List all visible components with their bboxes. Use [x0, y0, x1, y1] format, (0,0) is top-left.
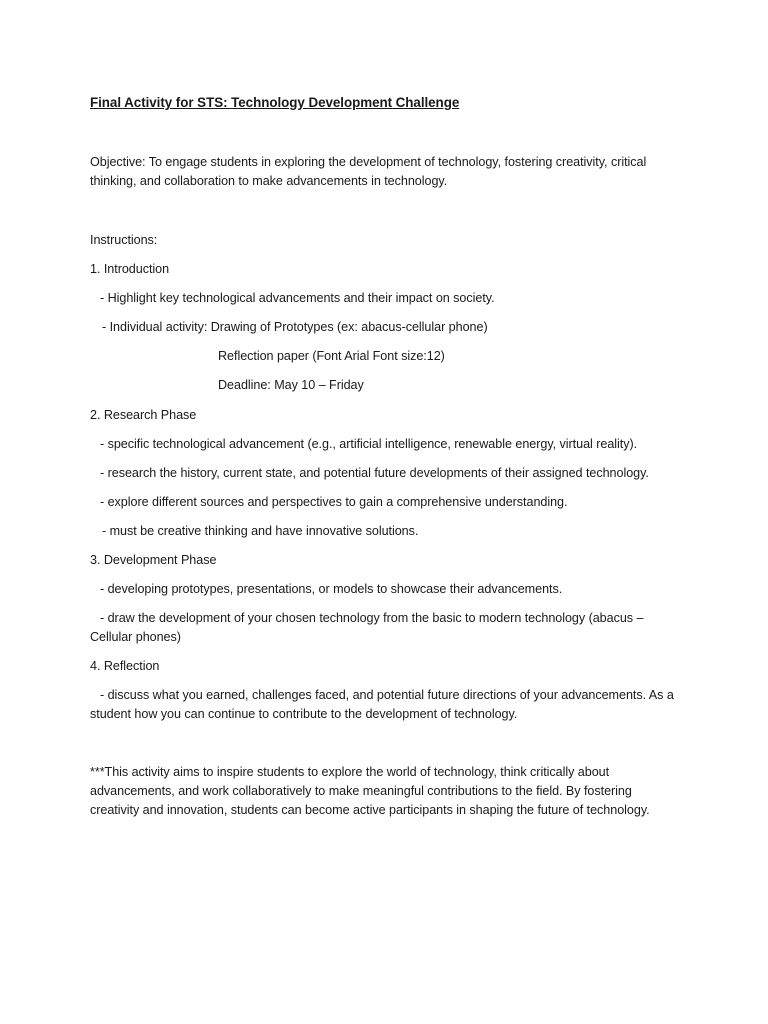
list-item: - research the history, current state, and potential future developments of their assigned technology.: [100, 466, 649, 480]
list-item: - Highlight key technological advancements and their impact on society.: [100, 291, 495, 305]
list-item: - draw the development of your chosen technology from the basic to modern technology (abacus – Cellular phones): [90, 611, 644, 644]
list-item: - discuss what you earned, challenges faced, and potential future directions of your advancements. As a student how you can continue to contribute to the development of technology.: [90, 688, 674, 721]
list-item: - specific technological advancement (e.g., artificial intelligence, renewable energy, virtual reality).: [100, 437, 638, 451]
objective-paragraph: Objective: To engage students in exploring the development of technology, fostering creativity, critical thinking, and collaboration to make advancements in technology.: [90, 155, 647, 188]
list-item: - developing prototypes, presentations, or models to showcase their advancements.: [100, 582, 563, 596]
instructions-heading: Instructions:: [90, 233, 158, 247]
section-heading-research: 2. Research Phase: [90, 408, 197, 422]
document-title: Final Activity for STS: Technology Development Challenge: [90, 95, 460, 110]
section-heading-introduction: 1. Introduction: [90, 262, 170, 276]
list-item: - must be creative thinking and have innovative solutions.: [102, 524, 419, 538]
section-heading-reflection: 4. Reflection: [90, 659, 160, 673]
closing-paragraph: ***This activity aims to inspire students to explore the world of technology, think critically about advancements, and work collaboratively to make meaningful contributions to the field. By fostering creativity and innovation, students can become active participants in shaping the future of technology.: [90, 765, 650, 817]
list-item: Deadline: May 10 – Friday: [218, 378, 364, 392]
list-item: Reflection paper (Font Arial Font size:12): [218, 349, 445, 363]
list-item: - explore different sources and perspectives to gain a comprehensive understanding.: [100, 495, 568, 509]
list-item: - Individual activity: Drawing of Prototypes (ex: abacus-cellular phone): [102, 320, 488, 334]
section-heading-development: 3. Development Phase: [90, 553, 217, 567]
